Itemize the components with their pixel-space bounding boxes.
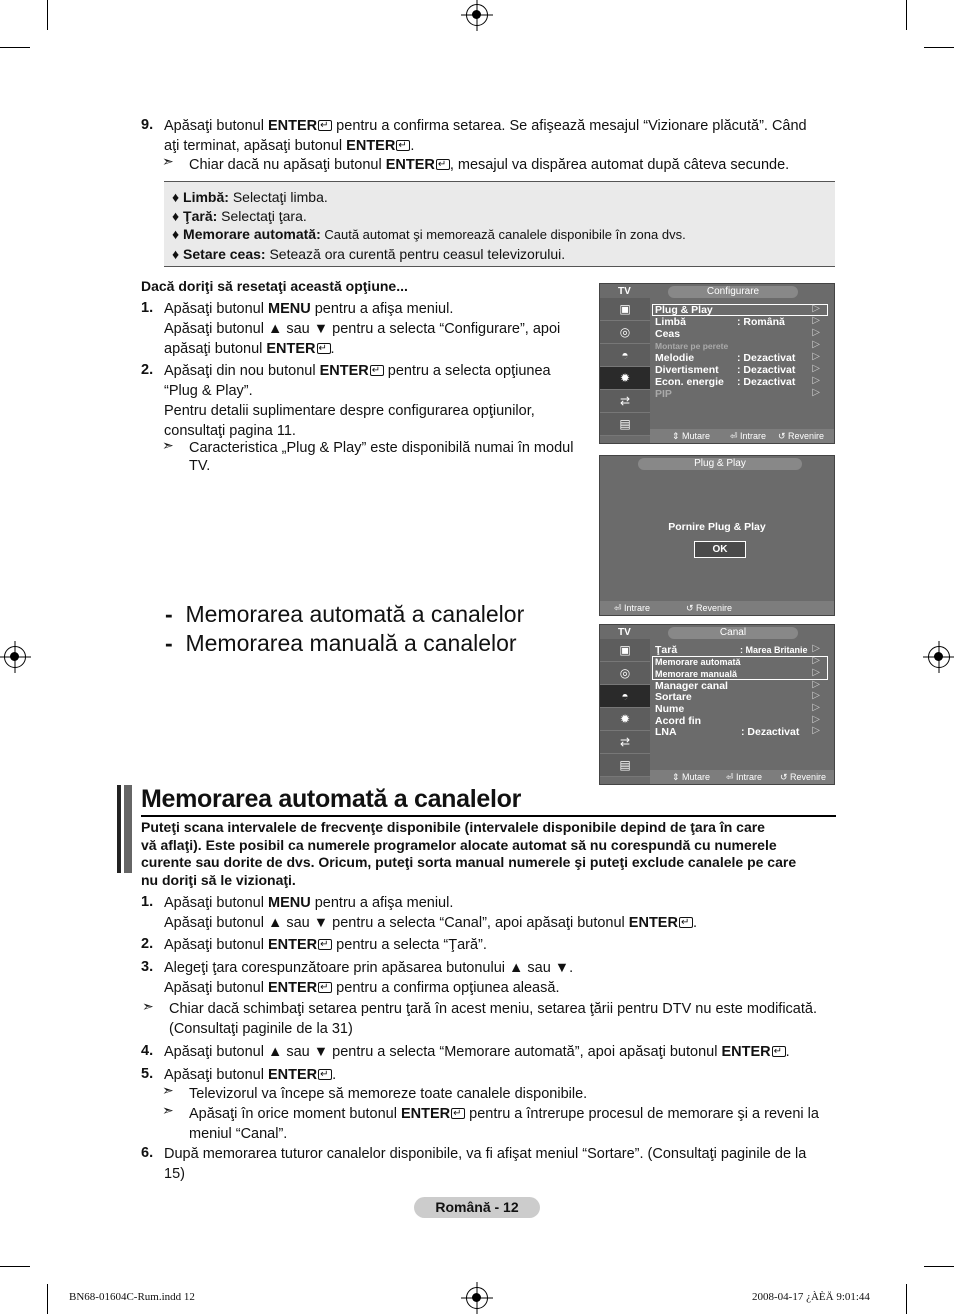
step-4: Apăsaţi butonul ▲ sau ▼ pentru a selecta “Memorare automată”, apoi apăsaţi butonul ENTER↵ . [164,1042,790,1062]
reset-heading: Dacă doriţi să resetaţi această opţiune... [141,278,408,294]
step-6: După memorarea tuturor canalelor disponibile, va fi afişat meniul “Sortare”. (Consultaţi paginile de la 15) [164,1146,807,1182]
crop-mark [47,0,48,30]
reset-note: Caracteristica „Plug & Play” este disponibilă numai în modul TV. [189,440,574,474]
step-number: 1. [141,300,154,316]
triangle-right-icon: ▷ [812,725,820,736]
menu-value: : Marea Britanie [740,645,808,655]
menu-configurare [599,283,835,444]
menu-item-sort[interactable]: Sortare [655,691,692,703]
channel-icon: ◓ [600,344,650,367]
menu-tv-label: TV [618,627,631,638]
channel-icon: ◓ [600,685,650,708]
footer-date: 2008-04-17 ¿ÀÈÄ 9:01:44 [752,1291,870,1303]
menu-item-pip: PIP [655,388,672,400]
menu-item-entertainment[interactable]: Divertisment [655,364,719,376]
section-bar [124,785,132,873]
menu-value: : Dezactivat [737,376,796,388]
triangle-right-icon: ▷ [812,375,820,386]
menu-footer: ⇕ Mutare ⏎ Intrare ↺ Revenire [650,770,834,784]
triangle-right-icon: ▷ [812,655,820,666]
triangle-right-icon: ▷ [812,363,820,374]
digital-icon: ▤ [600,413,650,436]
step-number: 5. [141,1066,154,1082]
info-item: ♦ Ţară: Selectaţi ţara. [172,207,307,224]
triangle-right-icon: ▷ [812,667,820,678]
page-number: Română - 12 [414,1197,540,1218]
note-arrow-icon: ➣ [162,1102,174,1118]
setup-icon: ✹ [600,708,650,731]
note-arrow-icon: ➣ [162,437,174,453]
menu-item-name[interactable]: Nume [655,703,685,715]
step-number: 2. [141,936,154,952]
section-intro: Puteţi scana intervalele de frecvenţe disponibile (intervalele disponibile depind de ţara în care vă aflaţi). Este posibil ca numerele programelor alocate automat să nu corespundă cu numerele curente sau dorite de dvs. Oricum, puteţi sorta manual numerele şi puteţi exclude canalele pe care nu doriţi să le vizionaţi. [141,819,797,888]
step-number: 9. [141,117,154,133]
menu-item-wall-mount: Montare pe perete [655,341,729,351]
info-item: ♦ Memorare automată: Caută automat şi memorează canalele disponibile în zona dvs. [172,226,686,242]
menu-canal [599,624,835,785]
menu-item-country[interactable]: Ţară [655,644,678,656]
crop-mark [924,1266,954,1267]
menu-item-lna[interactable]: LNA [655,726,677,738]
enter-icon [318,939,332,950]
plug-play-message: Pornire Plug & Play [668,521,766,533]
enter-icon [772,1046,786,1057]
menu-item-auto-store[interactable]: Memorare automată [655,657,741,667]
note-arrow-icon: ➣ [162,153,174,169]
triangle-right-icon: ▷ [812,714,820,725]
enter-icon [318,1069,332,1080]
step-number: 4. [141,1043,154,1059]
enter-icon [451,1108,465,1119]
triangle-right-icon: ▷ [812,351,820,362]
menu-item-energy[interactable]: Econ. energie [655,376,724,388]
reset-step-1: Apăsaţi butonul MENU pentru a afişa meniul. Apăsaţi butonul ▲ sau ▼ pentru a selecta “Configurare”, apoi apăsaţi butonul ENTER↵ . [164,299,584,359]
enter-icon [436,159,450,170]
menu-tv-label: TV [618,286,631,297]
menu-sidebar [600,298,650,436]
crop-mark [0,47,30,48]
info-item: ♦ Setare ceas: Setează ora curentă pentru ceasul televizorului. [172,245,566,262]
menu-footer: ⏎ Intrare ↺ Revenire [600,601,834,615]
digital-icon: ▤ [600,754,650,777]
picture-icon: ▣ [600,298,650,321]
input-icon: ⇄ [600,731,650,754]
step-9-text: Apăsaţi butonul ENTER↵ pentru a confirma setarea. Se afişează mesajul “Vizionare plăcută”. Când aţi terminat, apăsaţi butonul ENTER↵ . [164,116,844,156]
section-title: Memorarea automată a canalelor [141,785,522,813]
registration-mark-icon [466,1287,488,1309]
step-number: 3. [141,959,154,975]
registration-mark-icon [928,646,950,668]
triangle-right-icon: ▷ [812,303,820,314]
enter-icon [370,365,384,376]
note-text: Apăsaţi în orice moment butonul ENTER↵ pentru a întrerupe procesul de memorare şi a reveni la meniul “Canal”. [189,1104,849,1144]
triangle-right-icon: ▷ [812,702,820,713]
input-icon: ⇄ [600,390,650,413]
triangle-right-icon: ▷ [812,387,820,398]
link-manual-store[interactable]: - Memorarea manuală a canalelor [165,630,517,656]
menu-item-language[interactable]: Limbă [655,316,686,328]
crop-mark [924,47,954,48]
menu-value: : Dezactivat [741,726,800,738]
note-country: Chiar dacă schimbaţi setarea pentru ţară în acest meniu, setarea ţării pentru DTV nu este modificată. (Consultaţi paginile de la 31) [169,1001,817,1037]
note-text: Televizorul va începe să memoreze toate canalele disponibile. [189,1086,588,1102]
enter-icon [396,140,410,151]
step-2: Apăsaţi butonul ENTER↵ pentru a selecta “Ţară”. [164,935,487,955]
step-number: 1. [141,894,154,910]
step-3: Alegeţi ţara corespunzătoare prin apăsarea butonului ▲ sau ▼. Apăsaţi butonul ENTER↵ pentru a confirma opţiunea aleasă. [164,958,573,998]
ok-button[interactable]: OK [694,541,746,558]
menu-item-channel-manager[interactable]: Manager canal [655,680,728,692]
menu-title: Plug & Play [638,458,802,470]
menu-item-fine-tune[interactable]: Acord fin [655,715,702,727]
note-arrow-icon: ➣ [142,998,154,1014]
menu-plug-play [599,455,835,616]
note-arrow-icon: ➣ [162,1082,174,1098]
footer-file: BN68-01604C-Rum.indd 12 [69,1291,195,1303]
crop-mark [47,1284,48,1314]
divider [141,815,836,817]
reset-step-2: Apăsaţi din nou butonul ENTER↵ pentru a selecta opţiunea “Plug & Play”. Pentru detalii suplimentare despre configurarea opţiunilor, consultaţi pagina 11. [164,361,584,441]
crop-mark [906,0,907,30]
registration-mark-icon [466,4,488,26]
note-text: Chiar dacă nu apăsaţi butonul ENTER↵ , mesajul va dispărea automat după câteva secunde. [189,155,789,175]
sound-icon: ◎ [600,662,650,685]
step-number: 6. [141,1145,154,1161]
triangle-right-icon: ▷ [812,679,820,690]
menu-title: Configurare [668,286,798,298]
step-5: Apăsaţi butonul ENTER↵ . [164,1065,336,1085]
info-item: ♦ Limbă: Selectaţi limba. [172,189,328,205]
menu-item-plug-play[interactable]: Plug & Play [655,304,713,316]
sound-icon: ◎ [600,321,650,344]
crop-mark [906,1284,907,1314]
menu-title: Canal [668,627,798,639]
menu-value: : Dezactivat [737,364,796,376]
triangle-right-icon: ▷ [812,690,820,701]
triangle-right-icon: ▷ [812,339,820,350]
menu-item-clock[interactable]: Ceas [655,328,681,340]
menu-item-manual-store[interactable]: Memorare manuală [655,669,738,679]
picture-icon: ▣ [600,639,650,662]
step-number: 2. [141,362,154,378]
menu-value: : Română [737,316,785,328]
setup-icon: ✹ [600,367,650,390]
menu-item-melody[interactable]: Melodie [655,352,695,364]
menu-sidebar [600,639,650,777]
enter-icon [317,343,331,354]
triangle-right-icon: ▷ [812,315,820,326]
menu-value: : Dezactivat [737,352,796,364]
section-bar [117,785,121,873]
triangle-right-icon: ▷ [812,327,820,338]
link-auto-store[interactable]: - Memorarea automată a canalelor [165,601,525,627]
crop-mark [0,1266,30,1267]
enter-icon [318,982,332,993]
menu-footer: ⇕ Mutare ⏎ Intrare ↺ Revenire [650,429,834,443]
enter-icon [679,917,693,928]
triangle-right-icon: ▷ [812,643,820,654]
enter-icon [318,120,332,131]
info-box [164,181,835,267]
registration-mark-icon [4,646,26,668]
step-1: Apăsaţi butonul MENU pentru a afişa meniul. Apăsaţi butonul ▲ sau ▼ pentru a selecta “Canal”, apoi apăsaţi butonul ENTER↵ . [164,893,844,933]
